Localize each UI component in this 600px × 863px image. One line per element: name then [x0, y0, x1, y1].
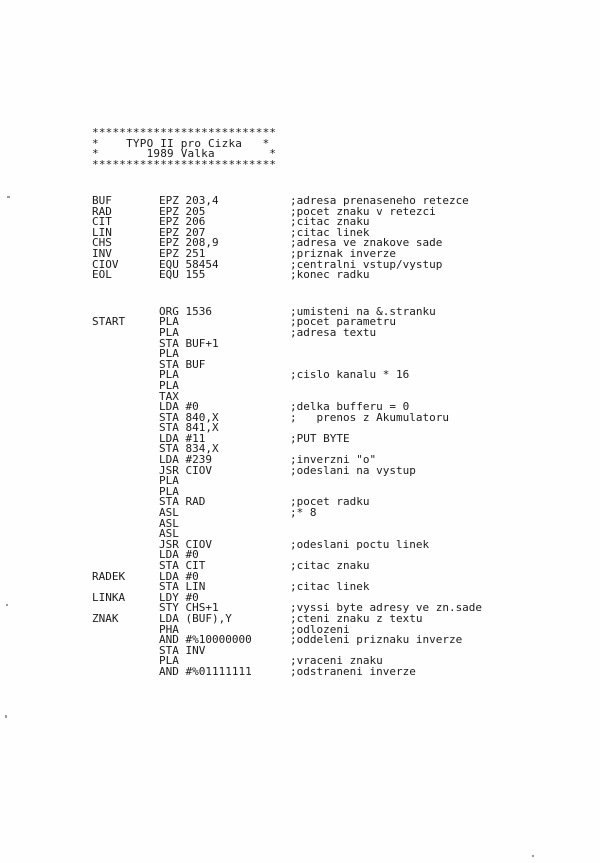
line-comment: ;cteni znaku z textu — [290, 611, 423, 625]
line-instruction: JSR CIOV — [159, 537, 212, 551]
line-instruction: PLA — [159, 315, 179, 329]
line-instruction: TAX — [159, 389, 179, 403]
assembler-listing — [92, 128, 532, 704]
line-instruction: LDA #11 — [159, 431, 206, 445]
line-label: RAD — [92, 204, 112, 218]
code-line — [92, 582, 532, 593]
line-label: LIN — [92, 225, 112, 239]
line-comment: ;pocet znaku v retezci — [290, 204, 436, 218]
line-instruction: PLA — [159, 378, 179, 392]
code-line — [92, 336, 532, 350]
line-instruction: STA BUF — [159, 357, 206, 371]
line-instruction: JSR CIOV — [159, 463, 212, 477]
line-label: CIOV — [92, 257, 119, 271]
line-label: BUF — [92, 194, 112, 207]
code-line — [92, 410, 532, 424]
scan-speck — [532, 855, 534, 857]
line-comment: ;* 8 — [290, 506, 317, 520]
equates-section — [92, 196, 532, 281]
line-label: CIT — [92, 215, 112, 229]
line-comment: ;odlozeni — [290, 622, 350, 636]
line-instruction: EPZ 207 — [159, 225, 206, 239]
line-comment: ;adresa textu — [290, 325, 377, 339]
line-instruction: LDA #0 — [159, 569, 199, 583]
line-instruction: ORG 1536 — [159, 304, 212, 318]
line-instruction: PLA — [159, 474, 179, 488]
line-instruction: STA 841,X — [159, 421, 219, 435]
header-line: *************************** — [92, 126, 277, 139]
header-line: * 1989 Valka * — [92, 147, 277, 160]
line-instruction: STY CHS+1 — [159, 601, 219, 615]
line-instruction: EPZ 251 — [159, 246, 206, 260]
line-instruction: STA BUF+1 — [159, 336, 219, 350]
code-line — [92, 561, 532, 572]
line-instruction: EPZ 203,4 — [159, 194, 219, 207]
line-comment: ;vyssi byte adresy ve zn.sade — [290, 601, 483, 615]
line-instruction: PLA — [159, 325, 179, 339]
line-comment: ;citac linek — [290, 580, 370, 594]
code-line — [92, 508, 532, 519]
line-instruction: PHA — [159, 622, 179, 636]
line-comment: ; prenos z Akumulatoru — [290, 410, 449, 424]
line-instruction: ASL — [159, 516, 179, 530]
line-comment: ;odstraneni inverze — [290, 664, 416, 678]
line-comment: ;konec radku — [290, 268, 370, 282]
line-comment: ;oddeleni priznaku inverze — [290, 633, 463, 647]
scan-speck — [7, 196, 10, 198]
line-instruction: LDY #0 — [159, 590, 199, 604]
line-comment: ;pocet parametru — [290, 315, 396, 329]
line-instruction: STA RAD — [159, 495, 206, 509]
line-comment: ;citac znaku — [290, 559, 370, 572]
line-instruction: STA 840,X — [159, 410, 219, 424]
scan-speck — [6, 604, 8, 606]
line-comment: ;delka bufferu = 0 — [290, 400, 410, 414]
line-comment: ;inverzni "o" — [290, 453, 377, 467]
code-line — [92, 516, 532, 530]
line-label: EOL — [92, 268, 112, 282]
line-comment: ;odeslani poctu linek — [290, 537, 430, 551]
line-instruction: STA CIT — [159, 559, 206, 572]
line-instruction: AND #%10000000 — [159, 633, 252, 647]
code-line — [92, 537, 532, 551]
line-instruction: PLA — [159, 347, 179, 361]
line-instruction: AND #%01111111 — [159, 664, 252, 678]
line-instruction: LDA (BUF),Y — [159, 611, 232, 625]
line-comment: ;PUT BYTE — [290, 431, 350, 445]
program-header — [92, 128, 532, 170]
line-label: START — [92, 315, 126, 329]
code-section — [92, 304, 532, 678]
line-instruction: PLA — [159, 654, 179, 668]
code-line — [92, 370, 532, 381]
line-comment: ;centralni vstup/vystup — [290, 257, 443, 271]
code-line — [92, 378, 532, 392]
line-instruction: LDA #239 — [159, 453, 212, 467]
line-instruction: EPZ 208,9 — [159, 236, 219, 250]
code-line — [92, 476, 532, 487]
line-comment: ;citac znaku — [290, 215, 370, 229]
header-line: * TYPO II pro Cizka * — [92, 136, 270, 150]
line-instruction: LDA #0 — [159, 400, 199, 414]
line-instruction: LDA #0 — [159, 548, 199, 562]
code-line — [92, 463, 532, 477]
header-line: *************************** — [92, 157, 277, 171]
line-label: CHS — [92, 236, 112, 250]
code-line — [92, 431, 532, 445]
code-line — [92, 635, 532, 646]
line-instruction: PLA — [159, 484, 179, 498]
scan-speck — [5, 715, 7, 718]
line-comment: ;pocet radku — [290, 495, 370, 509]
line-comment: ;vraceni znaku — [290, 654, 383, 668]
line-instruction: ASL — [159, 506, 179, 520]
line-label: RADEK — [92, 569, 126, 583]
line-comment: ;citac linek — [290, 225, 370, 239]
code-line — [92, 325, 532, 339]
line-comment: ;adresa prenaseneho retezce — [290, 194, 469, 207]
line-label: INV — [92, 246, 112, 260]
line-comment: ;umisteni na &.stranku — [290, 304, 436, 318]
line-label: ZNAK — [92, 611, 119, 625]
line-comment: ;priznak inverze — [290, 246, 396, 260]
code-line — [92, 270, 532, 281]
line-instruction: STA INV — [159, 643, 206, 657]
line-instruction: ASL — [159, 527, 179, 541]
line-instruction: EQU 58454 — [159, 257, 219, 271]
line-comment: ;cislo kanalu * 16 — [290, 368, 410, 382]
line-comment: ;adresa ve znakove sade — [290, 236, 443, 250]
code-line — [92, 349, 532, 360]
line-comment: ;odeslani na vystup — [290, 463, 416, 477]
code-line — [92, 664, 532, 678]
line-instruction: EPZ 205 — [159, 204, 206, 218]
line-label: LINKA — [92, 590, 126, 604]
line-instruction: STA 834,X — [159, 442, 219, 456]
line-instruction: EQU 155 — [159, 268, 206, 282]
line-instruction: PLA — [159, 368, 179, 382]
line-instruction: STA LIN — [159, 580, 206, 594]
line-instruction: EPZ 206 — [159, 215, 206, 229]
